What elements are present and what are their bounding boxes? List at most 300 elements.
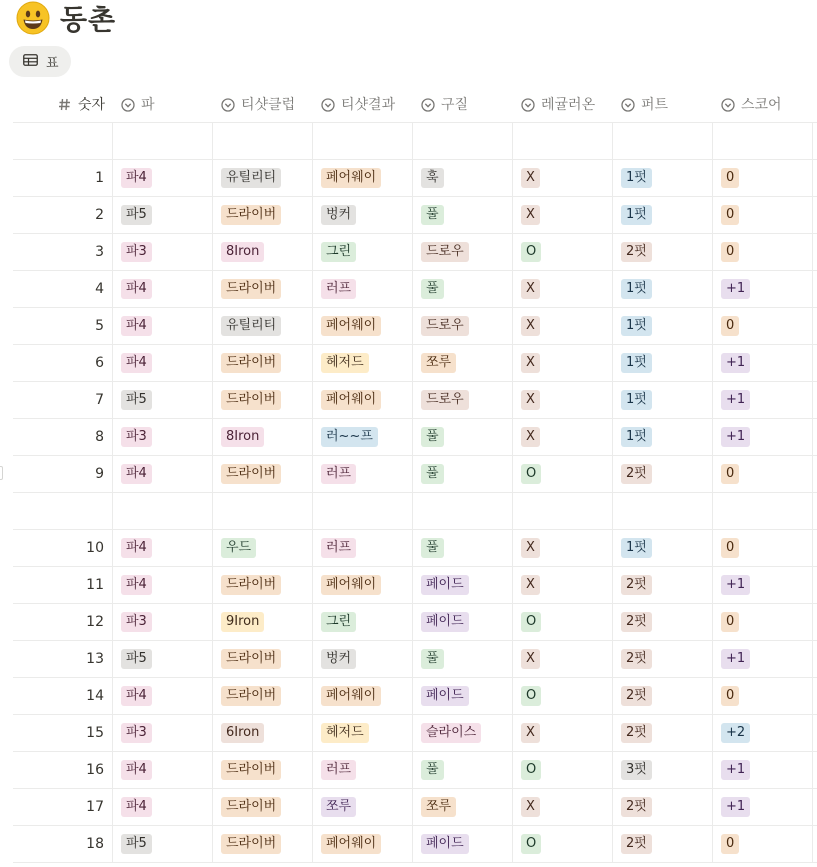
putts-cell[interactable] xyxy=(613,160,713,196)
par-cell[interactable] xyxy=(113,567,213,603)
tee-club-cell[interactable] xyxy=(213,382,313,418)
putts-cell[interactable] xyxy=(613,641,713,677)
par-cell[interactable] xyxy=(113,308,213,344)
tee-result-cell[interactable] xyxy=(313,604,413,640)
par-cell[interactable] xyxy=(113,345,213,381)
gir-tag: X xyxy=(521,390,540,410)
column-header-label: 레귤러온 xyxy=(541,97,596,113)
putts-tag: 2펏 xyxy=(621,686,652,706)
tee-club-cell[interactable] xyxy=(213,456,313,492)
tee-result-cell[interactable] xyxy=(313,493,413,529)
par-cell[interactable] xyxy=(113,197,213,233)
score-cell[interactable] xyxy=(713,752,813,788)
ball-flight-cell[interactable] xyxy=(413,567,513,603)
table-row[interactable] xyxy=(13,567,817,604)
par-cell[interactable] xyxy=(113,160,213,196)
tee-result-tag: 러프 xyxy=(321,464,356,484)
score-cell[interactable] xyxy=(713,604,813,640)
putts-tag: 1펏 xyxy=(621,353,652,373)
gir-tag: X xyxy=(521,427,540,447)
empty-row[interactable] xyxy=(13,493,817,530)
ball-flight-cell[interactable] xyxy=(413,493,513,529)
putts-tag: 3펏 xyxy=(621,760,652,780)
table-row[interactable] xyxy=(13,826,817,863)
ball-flight-tag: 페이드 xyxy=(421,612,469,632)
hash-icon xyxy=(58,98,71,111)
tee-result-cell[interactable] xyxy=(313,641,413,677)
ball-flight-cell[interactable] xyxy=(413,271,513,307)
tee-result-cell[interactable] xyxy=(313,678,413,714)
putts-cell[interactable] xyxy=(613,308,713,344)
select-icon xyxy=(221,98,234,111)
putts-cell[interactable] xyxy=(613,752,713,788)
tee-result-cell[interactable] xyxy=(313,123,413,159)
tee-club-cell[interactable] xyxy=(213,271,313,307)
ball-flight-cell[interactable] xyxy=(413,197,513,233)
column-header[interactable] xyxy=(513,86,613,122)
par-cell[interactable] xyxy=(113,382,213,418)
tee-result-cell[interactable] xyxy=(313,419,413,455)
tee-result-tag: 러프 xyxy=(321,279,356,299)
hole-number: 18 xyxy=(86,836,104,852)
tee-result-cell[interactable] xyxy=(313,456,413,492)
column-header-label: 스코어 xyxy=(741,97,782,113)
table-row[interactable] xyxy=(13,160,817,197)
hole-number-cell[interactable] xyxy=(13,789,113,825)
hole-number-cell[interactable] xyxy=(13,456,113,492)
ball-flight-cell[interactable] xyxy=(413,678,513,714)
score-cell[interactable] xyxy=(713,345,813,381)
score-tag: 0 xyxy=(721,834,739,854)
select-icon xyxy=(421,98,434,111)
tee-club-tag: 드라이버 xyxy=(221,205,281,225)
ball-flight-cell[interactable] xyxy=(413,789,513,825)
gir-cell[interactable] xyxy=(513,789,613,825)
score-tag: +1 xyxy=(721,797,750,817)
par-cell[interactable] xyxy=(113,604,213,640)
par-cell[interactable] xyxy=(113,789,213,825)
table-row[interactable] xyxy=(13,234,817,271)
hole-number-cell[interactable] xyxy=(13,308,113,344)
hole-number-cell[interactable] xyxy=(13,271,113,307)
table-row[interactable] xyxy=(13,419,817,456)
putts-tag: 2펏 xyxy=(621,575,652,595)
tee-club-cell[interactable] xyxy=(213,493,313,529)
column-header[interactable] xyxy=(13,86,113,122)
hole-number: 15 xyxy=(86,725,104,741)
hole-number: 8 xyxy=(95,429,104,445)
putts-tag: 2펏 xyxy=(621,834,652,854)
tee-club-cell[interactable] xyxy=(213,197,313,233)
score-tag: 0 xyxy=(721,464,739,484)
gir-cell[interactable] xyxy=(513,382,613,418)
hole-number-cell[interactable] xyxy=(13,641,113,677)
putts-cell[interactable] xyxy=(613,234,713,270)
gir-cell[interactable] xyxy=(513,715,613,751)
putts-cell[interactable] xyxy=(613,456,713,492)
ball-flight-cell[interactable] xyxy=(413,419,513,455)
par-cell[interactable] xyxy=(113,493,213,529)
score-cell[interactable] xyxy=(713,271,813,307)
hole-number: 17 xyxy=(86,799,104,815)
tee-club-cell[interactable] xyxy=(213,234,313,270)
putts-cell[interactable] xyxy=(613,123,713,159)
page-title[interactable]: 동촌 xyxy=(60,3,117,36)
par-tag: 파5 xyxy=(121,649,152,669)
tee-club-cell[interactable] xyxy=(213,567,313,603)
putts-cell[interactable] xyxy=(613,567,713,603)
par-cell[interactable] xyxy=(113,530,213,566)
score-cell[interactable] xyxy=(713,197,813,233)
gir-cell[interactable] xyxy=(513,271,613,307)
tee-result-tag: 페어웨이 xyxy=(321,168,381,188)
ball-flight-cell[interactable] xyxy=(413,234,513,270)
table-row[interactable] xyxy=(13,456,817,493)
column-header[interactable] xyxy=(613,86,713,122)
ball-flight-cell[interactable] xyxy=(413,345,513,381)
ball-flight-tag: 페이드 xyxy=(421,575,469,595)
empty-row[interactable] xyxy=(13,123,817,160)
hole-number-cell[interactable] xyxy=(13,234,113,270)
hole-number-cell[interactable] xyxy=(13,197,113,233)
par-tag: 파4 xyxy=(121,464,152,484)
gir-tag: O xyxy=(521,242,541,262)
tee-club-tag: 드라이버 xyxy=(221,834,281,854)
hole-number-cell[interactable] xyxy=(13,752,113,788)
tee-club-cell[interactable] xyxy=(213,604,313,640)
table-icon xyxy=(23,54,38,70)
ball-flight-cell[interactable] xyxy=(413,308,513,344)
tee-result-tag: 쪼루 xyxy=(321,797,356,817)
select-icon xyxy=(621,98,634,111)
par-tag: 파5 xyxy=(121,834,152,854)
putts-cell[interactable] xyxy=(613,382,713,418)
hole-number-cell[interactable] xyxy=(13,715,113,751)
gir-tag: X xyxy=(521,353,540,373)
column-header-label: 숫자 xyxy=(77,97,105,113)
putts-cell[interactable] xyxy=(613,530,713,566)
par-tag: 파5 xyxy=(121,390,152,410)
hole-number-cell[interactable] xyxy=(13,530,113,566)
tee-club-tag: 유틸리티 xyxy=(221,316,281,336)
tee-result-tag: 러프 xyxy=(321,760,356,780)
gir-tag: X xyxy=(521,168,540,188)
column-header[interactable] xyxy=(413,86,513,122)
putts-cell[interactable] xyxy=(613,715,713,751)
par-cell[interactable] xyxy=(113,641,213,677)
score-cell[interactable] xyxy=(713,826,813,862)
gir-cell[interactable] xyxy=(513,567,613,603)
hole-number: 12 xyxy=(86,614,104,630)
hole-number: 16 xyxy=(86,762,104,778)
gir-cell[interactable] xyxy=(513,419,613,455)
gir-tag: O xyxy=(521,464,541,484)
putts-cell[interactable] xyxy=(613,826,713,862)
score-tag: 0 xyxy=(721,538,739,558)
putts-cell[interactable] xyxy=(613,345,713,381)
par-tag: 파4 xyxy=(121,538,152,558)
table-row[interactable] xyxy=(13,382,817,419)
hole-number: 13 xyxy=(86,651,104,667)
table-row[interactable] xyxy=(13,345,817,382)
gir-cell[interactable] xyxy=(513,530,613,566)
column-header-label: 퍼트 xyxy=(641,97,669,113)
score-tag: 0 xyxy=(721,612,739,632)
hole-number-cell[interactable] xyxy=(13,567,113,603)
hole-number: 7 xyxy=(95,392,104,408)
score-tag: 0 xyxy=(721,205,739,225)
putts-tag: 1펏 xyxy=(621,316,652,336)
par-cell[interactable] xyxy=(113,826,213,862)
tee-club-tag: 드라이버 xyxy=(221,390,281,410)
par-tag: 파4 xyxy=(121,279,152,299)
tee-result-cell[interactable] xyxy=(313,234,413,270)
putts-cell[interactable] xyxy=(613,604,713,640)
score-cell[interactable] xyxy=(713,382,813,418)
table-header xyxy=(13,86,817,123)
gir-tag: X xyxy=(521,723,540,743)
hole-number-cell[interactable] xyxy=(13,493,113,529)
tee-result-tag: 그린 xyxy=(321,242,356,262)
gir-cell[interactable] xyxy=(513,752,613,788)
score-cell[interactable] xyxy=(713,641,813,677)
score-cell[interactable] xyxy=(713,493,813,529)
putts-tag: 1펏 xyxy=(621,205,652,225)
tee-result-cell[interactable] xyxy=(313,530,413,566)
ball-flight-cell[interactable] xyxy=(413,641,513,677)
putts-tag: 1펏 xyxy=(621,168,652,188)
hole-number-cell[interactable] xyxy=(13,826,113,862)
tee-club-cell[interactable] xyxy=(213,308,313,344)
hole-number: 10 xyxy=(86,540,104,556)
par-tag: 파3 xyxy=(121,242,152,262)
par-tag: 파3 xyxy=(121,723,152,743)
score-cell[interactable] xyxy=(713,567,813,603)
tee-club-cell[interactable] xyxy=(213,641,313,677)
table-row[interactable] xyxy=(13,308,817,345)
ball-flight-tag: 풀 xyxy=(421,427,444,447)
putts-tag: 2펏 xyxy=(621,649,652,669)
tee-result-cell[interactable] xyxy=(313,382,413,418)
gir-cell[interactable] xyxy=(513,641,613,677)
gir-cell[interactable] xyxy=(513,308,613,344)
tee-club-tag: 6Iron xyxy=(221,723,264,743)
tee-club-cell[interactable] xyxy=(213,530,313,566)
ball-flight-cell[interactable] xyxy=(413,530,513,566)
gir-cell[interactable] xyxy=(513,197,613,233)
row-drag-handle[interactable] xyxy=(0,466,3,480)
table-row[interactable] xyxy=(13,271,817,308)
ball-flight-tag: 풀 xyxy=(421,649,444,669)
putts-cell[interactable] xyxy=(613,789,713,825)
par-cell[interactable] xyxy=(113,123,213,159)
score-cell[interactable] xyxy=(713,234,813,270)
table-row[interactable] xyxy=(13,752,817,789)
gir-cell[interactable] xyxy=(513,123,613,159)
gir-tag: O xyxy=(521,686,541,706)
par-cell[interactable] xyxy=(113,752,213,788)
tee-result-tag: 헤저드 xyxy=(321,723,369,743)
tee-club-cell[interactable] xyxy=(213,678,313,714)
tee-club-tag: 드라이버 xyxy=(221,686,281,706)
par-cell[interactable] xyxy=(113,456,213,492)
view-tab-table[interactable] xyxy=(9,46,71,77)
tee-club-tag: 드라이버 xyxy=(221,575,281,595)
hole-number-cell[interactable] xyxy=(13,419,113,455)
score-cell[interactable] xyxy=(713,123,813,159)
score-cell[interactable] xyxy=(713,789,813,825)
gir-cell[interactable] xyxy=(513,826,613,862)
hole-number-cell[interactable] xyxy=(13,160,113,196)
tee-result-cell[interactable] xyxy=(313,345,413,381)
tee-result-tag: 페어웨이 xyxy=(321,390,381,410)
view-tab-label: 표 xyxy=(46,56,59,71)
page-header xyxy=(16,0,116,36)
gir-cell[interactable] xyxy=(513,678,613,714)
table-row[interactable] xyxy=(13,715,817,752)
hole-number-cell[interactable] xyxy=(13,382,113,418)
table-row[interactable] xyxy=(13,641,817,678)
ball-flight-cell[interactable] xyxy=(413,123,513,159)
tee-club-cell[interactable] xyxy=(213,826,313,862)
tee-result-cell[interactable] xyxy=(313,715,413,751)
ball-flight-cell[interactable] xyxy=(413,715,513,751)
score-cell[interactable] xyxy=(713,456,813,492)
hole-number: 6 xyxy=(95,355,104,371)
score-cell[interactable] xyxy=(713,419,813,455)
tee-result-cell[interactable] xyxy=(313,752,413,788)
select-icon xyxy=(521,98,534,111)
ball-flight-cell[interactable] xyxy=(413,382,513,418)
putts-tag: 1펏 xyxy=(621,390,652,410)
tee-club-cell[interactable] xyxy=(213,715,313,751)
tee-result-cell[interactable] xyxy=(313,308,413,344)
putts-cell[interactable] xyxy=(613,419,713,455)
ball-flight-cell[interactable] xyxy=(413,456,513,492)
tee-result-cell[interactable] xyxy=(313,826,413,862)
grinning-face-emoji-icon[interactable] xyxy=(16,1,50,35)
score-cell[interactable] xyxy=(713,160,813,196)
putts-cell[interactable] xyxy=(613,493,713,529)
putts-tag: 2펏 xyxy=(621,464,652,484)
tee-result-tag: 그린 xyxy=(321,612,356,632)
hole-number-cell[interactable] xyxy=(13,345,113,381)
hole-number: 1 xyxy=(95,170,104,186)
ball-flight-tag: 슬라이스 xyxy=(421,723,481,743)
ball-flight-tag: 페이드 xyxy=(421,834,469,854)
tee-result-tag: 벙커 xyxy=(321,649,356,669)
par-tag: 파4 xyxy=(121,760,152,780)
tee-club-cell[interactable] xyxy=(213,160,313,196)
gir-cell[interactable] xyxy=(513,345,613,381)
tee-club-tag: 드라이버 xyxy=(221,760,281,780)
column-header-label: 티샷결과 xyxy=(341,97,396,113)
putts-cell[interactable] xyxy=(613,197,713,233)
gir-cell[interactable] xyxy=(513,604,613,640)
table-row[interactable] xyxy=(13,530,817,567)
hole-number: 4 xyxy=(95,281,104,297)
ball-flight-tag: 풀 xyxy=(421,279,444,299)
score-tag: +2 xyxy=(721,723,750,743)
score-tag: 0 xyxy=(721,316,739,336)
tee-club-cell[interactable] xyxy=(213,123,313,159)
column-header[interactable] xyxy=(213,86,313,122)
par-tag: 파4 xyxy=(121,797,152,817)
gir-tag: X xyxy=(521,279,540,299)
score-cell[interactable] xyxy=(713,715,813,751)
putts-tag: 2펏 xyxy=(621,612,652,632)
putts-tag: 1펏 xyxy=(621,279,652,299)
par-cell[interactable] xyxy=(113,715,213,751)
tee-result-tag: 페어웨이 xyxy=(321,575,381,595)
hole-number-cell[interactable] xyxy=(13,604,113,640)
ball-flight-cell[interactable] xyxy=(413,752,513,788)
column-header[interactable] xyxy=(113,86,213,122)
gir-cell[interactable] xyxy=(513,234,613,270)
par-tag: 파4 xyxy=(121,353,152,373)
ball-flight-cell[interactable] xyxy=(413,826,513,862)
tee-club-tag: 우드 xyxy=(221,538,256,558)
tee-result-cell[interactable] xyxy=(313,197,413,233)
gir-cell[interactable] xyxy=(513,160,613,196)
tee-result-cell[interactable] xyxy=(313,160,413,196)
ball-flight-cell[interactable] xyxy=(413,160,513,196)
score-cell[interactable] xyxy=(713,678,813,714)
putts-cell[interactable] xyxy=(613,678,713,714)
tee-result-tag: 헤저드 xyxy=(321,353,369,373)
par-cell[interactable] xyxy=(113,419,213,455)
table-row[interactable] xyxy=(13,789,817,826)
gir-tag: X xyxy=(521,316,540,336)
table-row[interactable] xyxy=(13,197,817,234)
hole-number-cell[interactable] xyxy=(13,123,113,159)
gir-cell[interactable] xyxy=(513,456,613,492)
tee-result-tag: 벙커 xyxy=(321,205,356,225)
table-row[interactable] xyxy=(13,604,817,641)
putts-tag: 1펏 xyxy=(621,538,652,558)
par-tag: 파3 xyxy=(121,427,152,447)
putts-cell[interactable] xyxy=(613,271,713,307)
putts-tag: 2펏 xyxy=(621,723,652,743)
column-header[interactable] xyxy=(313,86,413,122)
ball-flight-cell[interactable] xyxy=(413,604,513,640)
gir-tag: O xyxy=(521,612,541,632)
score-cell[interactable] xyxy=(713,308,813,344)
score-tag: 0 xyxy=(721,686,739,706)
score-cell[interactable] xyxy=(713,530,813,566)
tee-club-cell[interactable] xyxy=(213,345,313,381)
tee-result-cell[interactable] xyxy=(313,789,413,825)
putts-tag: 1펏 xyxy=(621,427,652,447)
tee-result-cell[interactable] xyxy=(313,567,413,603)
ball-flight-tag: 풀 xyxy=(421,760,444,780)
tee-club-cell[interactable] xyxy=(213,789,313,825)
table-row[interactable] xyxy=(13,678,817,715)
par-cell[interactable] xyxy=(113,234,213,270)
tee-result-cell[interactable] xyxy=(313,271,413,307)
column-header[interactable] xyxy=(713,86,813,122)
par-cell[interactable] xyxy=(113,678,213,714)
par-tag: 파4 xyxy=(121,686,152,706)
tee-club-cell[interactable] xyxy=(213,419,313,455)
par-cell[interactable] xyxy=(113,271,213,307)
hole-number-cell[interactable] xyxy=(13,678,113,714)
score-tag: +1 xyxy=(721,760,750,780)
gir-cell[interactable] xyxy=(513,493,613,529)
ball-flight-tag: 드로우 xyxy=(421,242,469,262)
tee-club-cell[interactable] xyxy=(213,752,313,788)
tee-result-tag: 러~~프 xyxy=(321,427,378,447)
